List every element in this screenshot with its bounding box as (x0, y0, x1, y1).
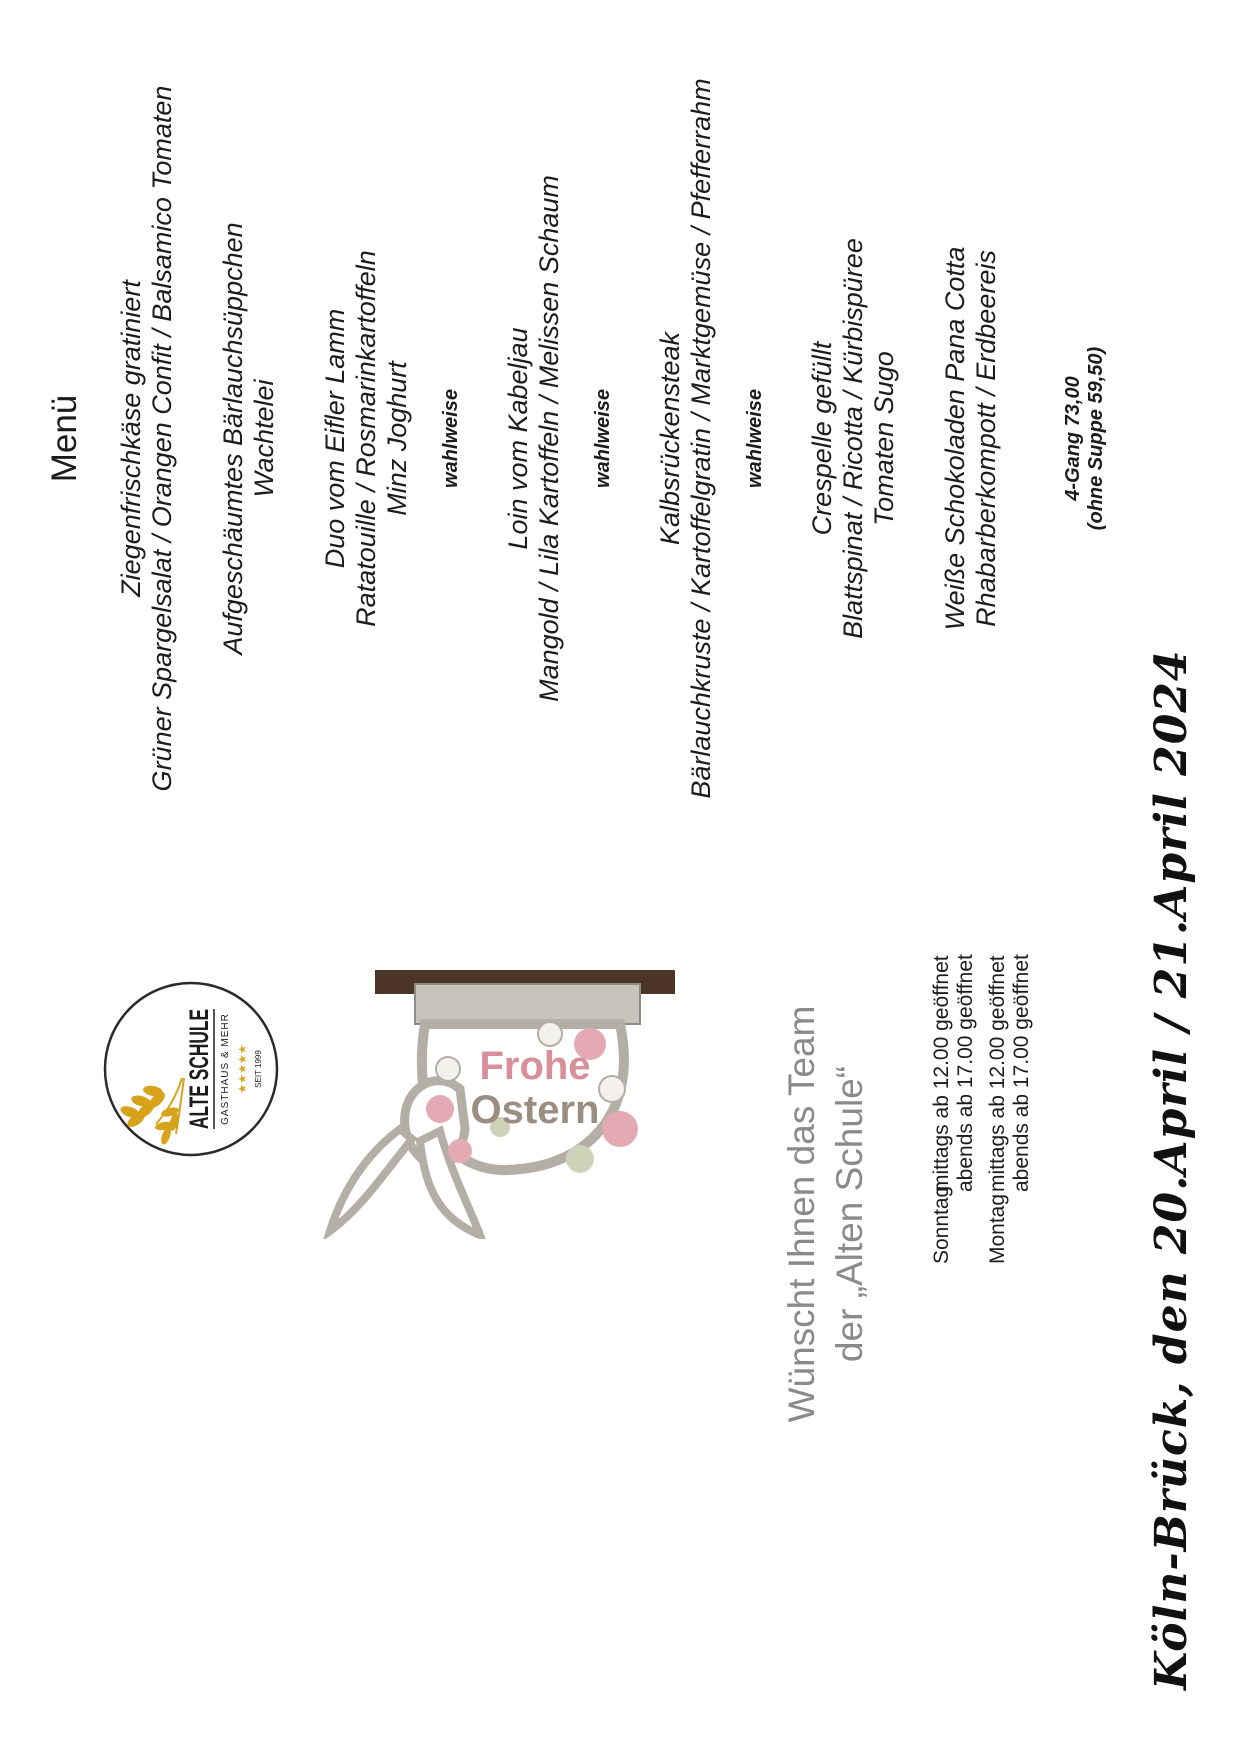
sign-text-line2: Ostern (470, 1088, 600, 1132)
opening-hours-row (930, 954, 978, 1264)
price-line: (ohne Suppe 59,50) (1085, 346, 1107, 531)
or-label: wahlweise (744, 389, 766, 488)
wheat-icon (119, 1078, 184, 1146)
course-main-option-3 (655, 0, 717, 877)
course-line: Ratatouille / Rosmarinkartoffeln (351, 250, 381, 627)
course-line: Crespelle gefüllt (807, 341, 837, 536)
course-line: Grüner Spargelsalat / Orangen Confit / Balsamico Tomaten (147, 85, 177, 792)
logo-name: ALTE SCHULE (184, 974, 214, 1129)
opening-day: Sonntag (930, 1185, 953, 1264)
course-line: Ziegenfrischkäse gratiniert (116, 280, 146, 597)
course-line: Rhabarberkompott / Erdbeereis (971, 250, 1001, 627)
or-label: wahlweise (592, 389, 614, 488)
course-soup (218, 0, 280, 877)
course-starter (116, 0, 178, 877)
course-line: Bärlauchkruste / Kartoffelgratin / Marktgemüse / Pfefferrahm (686, 78, 716, 799)
place-and-date: Köln-Brück, den 20.April / 21.April 2024 (1146, 649, 1197, 1690)
course-main-option-1 (320, 0, 413, 877)
menu-title: Menü (45, 394, 84, 483)
course-line: Tomaten Sugo (869, 351, 899, 526)
course-line: Loin vom Kabeljau (503, 327, 533, 550)
course-line: Kalbsrückensteak (655, 331, 685, 546)
menu (44, 0, 1108, 877)
opening-time: abends ab 17.00 geöffnet (1010, 954, 1033, 1192)
restaurant-logo (96, 974, 286, 1164)
course-main-option-4 (807, 0, 900, 877)
opening-time: abends ab 17.00 geöffnet (954, 954, 977, 1192)
opening-hours (930, 954, 1042, 1264)
logo-subtitle: GASTHAUS & MEHR (220, 1013, 231, 1125)
greeting-line-2: der „Alten Schule“ (829, 1065, 870, 1363)
course-line: Duo vom Eifler Lamm (320, 308, 350, 569)
greeting (778, 934, 874, 1494)
course-line: Aufgeschäumtes Bärlauchsüppchen (218, 222, 248, 655)
sign-text-line1: Frohe (479, 1044, 591, 1088)
course-line: Weiße Schokoladen Pana Cotta (940, 246, 970, 631)
course-line: Blattspinat / Ricotta / Kürbispüree (838, 238, 868, 639)
opening-hours-row (986, 954, 1034, 1264)
price-line: 4-Gang 73,00 (1062, 376, 1084, 501)
or-label: wahlweise (440, 389, 462, 488)
easter-bunny-decoration (320, 879, 720, 1239)
logo-stars: ★★★★★ (236, 1044, 249, 1094)
course-main-option-2 (503, 0, 565, 877)
opening-day: Montag (986, 1193, 1009, 1264)
course-line: Minz Joghurt (382, 361, 412, 516)
course-line: Wachtelei (249, 379, 279, 498)
greeting-line-1: Wünscht Ihnen das Team (781, 1005, 822, 1423)
opening-time: mittags ab 12.00 geöffnet (930, 955, 953, 1192)
menu-price (1062, 0, 1108, 877)
course-dessert (940, 0, 1002, 877)
opening-time: mittags ab 12.00 geöffnet (986, 955, 1009, 1192)
course-line: Mangold / Lila Kartoffeln / Melissen Schaum (534, 175, 564, 702)
logo-since: SEIT 1999 (254, 1050, 263, 1088)
cover-panel (0, 649, 1240, 1754)
